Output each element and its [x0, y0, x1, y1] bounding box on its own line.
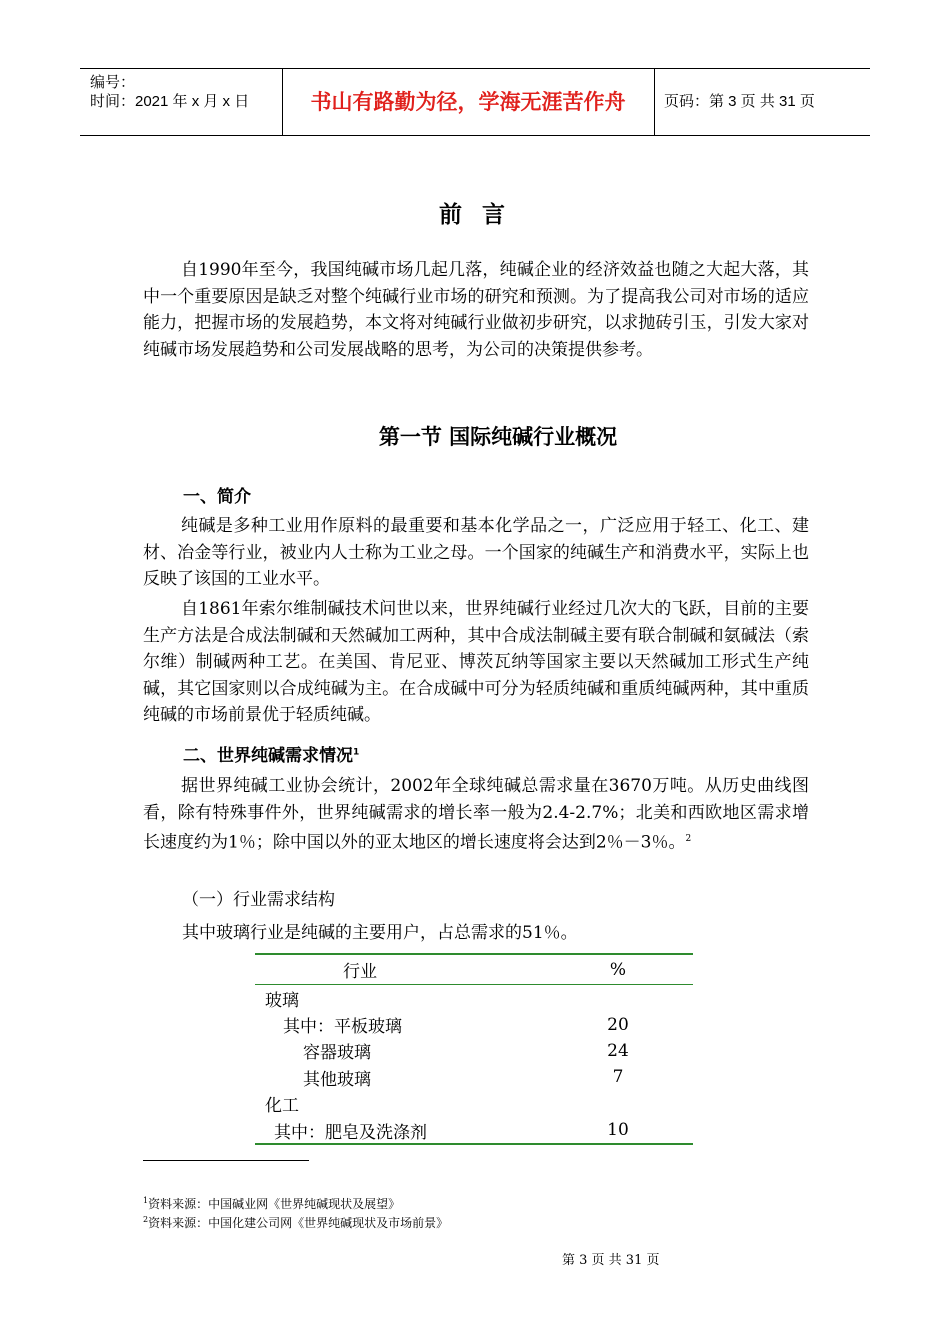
row-name: 其中：平板玻璃	[283, 1017, 402, 1038]
footnote-text: 资料来源：中国碱业网《世界纯碱现状及展望》	[148, 1197, 401, 1211]
footnote-1	[143, 1193, 400, 1212]
preface-paragraph: 自1990年至今，我国纯碱市场几起几落，纯碱企业的经济效益也随之大起大落，其中一个重要原因是缺乏对整个纯碱行业市场的研究和预测。为了提高我公司对市场的适应能力，把握市场的发展趋势，本文将对纯碱行业做初步研究，以求抛砖引玉，引发大家对纯碱市场发展趋势和公司发展战略的思考，为公司的决策提供参考。	[143, 260, 809, 360]
footnote-ref: 2	[685, 834, 692, 844]
page-header	[80, 68, 870, 136]
row-value: 10	[607, 1120, 629, 1141]
intro-paragraph-1: 纯碱是多种工业用作原料的最重要和基本化学品之一，广泛应用于轻工、化工、建材、冶金等行业，被业内人士称为工业之母。一个国家的纯碱生产和消费水平，实际上也反映了该国的工业水平。	[143, 516, 809, 589]
table-row	[255, 1064, 693, 1090]
row-value: 20	[607, 1014, 629, 1035]
header-motto: 书山有路勤为径，学海无涯苦作舟	[310, 90, 626, 114]
demand-structure-table	[255, 953, 693, 1145]
header-number: 编号：	[90, 74, 136, 91]
row-name: 化工	[265, 1096, 299, 1117]
structure-heading: （一）行业需求结构	[182, 890, 335, 910]
footnote-2	[143, 1212, 448, 1231]
table-row	[255, 1091, 693, 1117]
subsection-title-intro: 一、简介	[183, 487, 251, 507]
row-value	[543, 985, 693, 1012]
table-row	[255, 1117, 693, 1144]
page-footer: 第 3 页 共 31 页	[562, 1253, 660, 1268]
header-date: 时间：2021 年 x 月 x 日	[90, 93, 250, 110]
header-meta	[90, 73, 249, 111]
row-name: 容器玻璃	[303, 1043, 371, 1064]
column-header-percent: %	[543, 954, 693, 985]
row-name: 其他玻璃	[303, 1069, 371, 1090]
table-row	[255, 985, 693, 1012]
table-row	[255, 1038, 693, 1064]
footnote-divider	[143, 1160, 309, 1161]
header-page-info: 页码：第 3 页 共 31 页	[664, 93, 815, 110]
table-header-row	[255, 954, 693, 985]
column-header-industry: 行业	[255, 954, 543, 985]
row-name: 其中：肥皂及洗涤剂	[274, 1122, 427, 1143]
section-title: 第一节 国际纯碱行业概况	[378, 425, 618, 449]
footnote-ref: 1	[353, 747, 360, 758]
header-divider	[654, 69, 655, 135]
row-value: 24	[607, 1040, 629, 1061]
demand-paragraph	[143, 773, 809, 856]
row-value	[543, 1091, 693, 1117]
page-title: 前 言	[438, 202, 511, 228]
footnote-text: 资料来源：中国化建公司网《世界纯碱现状及市场前景》	[148, 1216, 449, 1230]
demand-text: 据世界纯碱工业协会统计，2002年全球纯碱总需求量在3670万吨。从历史曲线图看，除有特殊事件外，世界纯碱需求的增长率一般为2.4-2.7%；北美和西欧地区需求增长速度约为1％；除中国以外的亚太地区的增长速度将会达到2％－3％。	[143, 776, 809, 853]
table-row	[255, 1011, 693, 1037]
footnote-mark: 1	[143, 1196, 149, 1205]
structure-text: 其中玻璃行业是纯碱的主要用户，占总需求的51％。	[182, 923, 578, 943]
row-value: 7	[612, 1067, 624, 1088]
subsection-title-demand	[183, 741, 359, 766]
subsection-title-text: 二、世界纯碱需求情况	[183, 746, 353, 766]
row-name: 玻璃	[265, 990, 299, 1011]
intro-paragraph-2: 自1861年索尔维制碱技术问世以来，世界纯碱行业经过几次大的飞跃，目前的主要生产方法是合成法制碱和天然碱加工两种，其中合成法制碱主要有联合制碱和氨碱法（索尔维）制碱两种工艺。在美国、肯尼亚、博茨瓦纳等国家主要以天然碱加工形式生产纯碱，其它国家则以合成纯碱为主。在合成碱中可分为轻质纯碱和重质纯碱两种，其中重质纯碱的市场前景优于轻质纯碱。	[143, 599, 809, 725]
footnote-mark: 2	[143, 1215, 149, 1224]
